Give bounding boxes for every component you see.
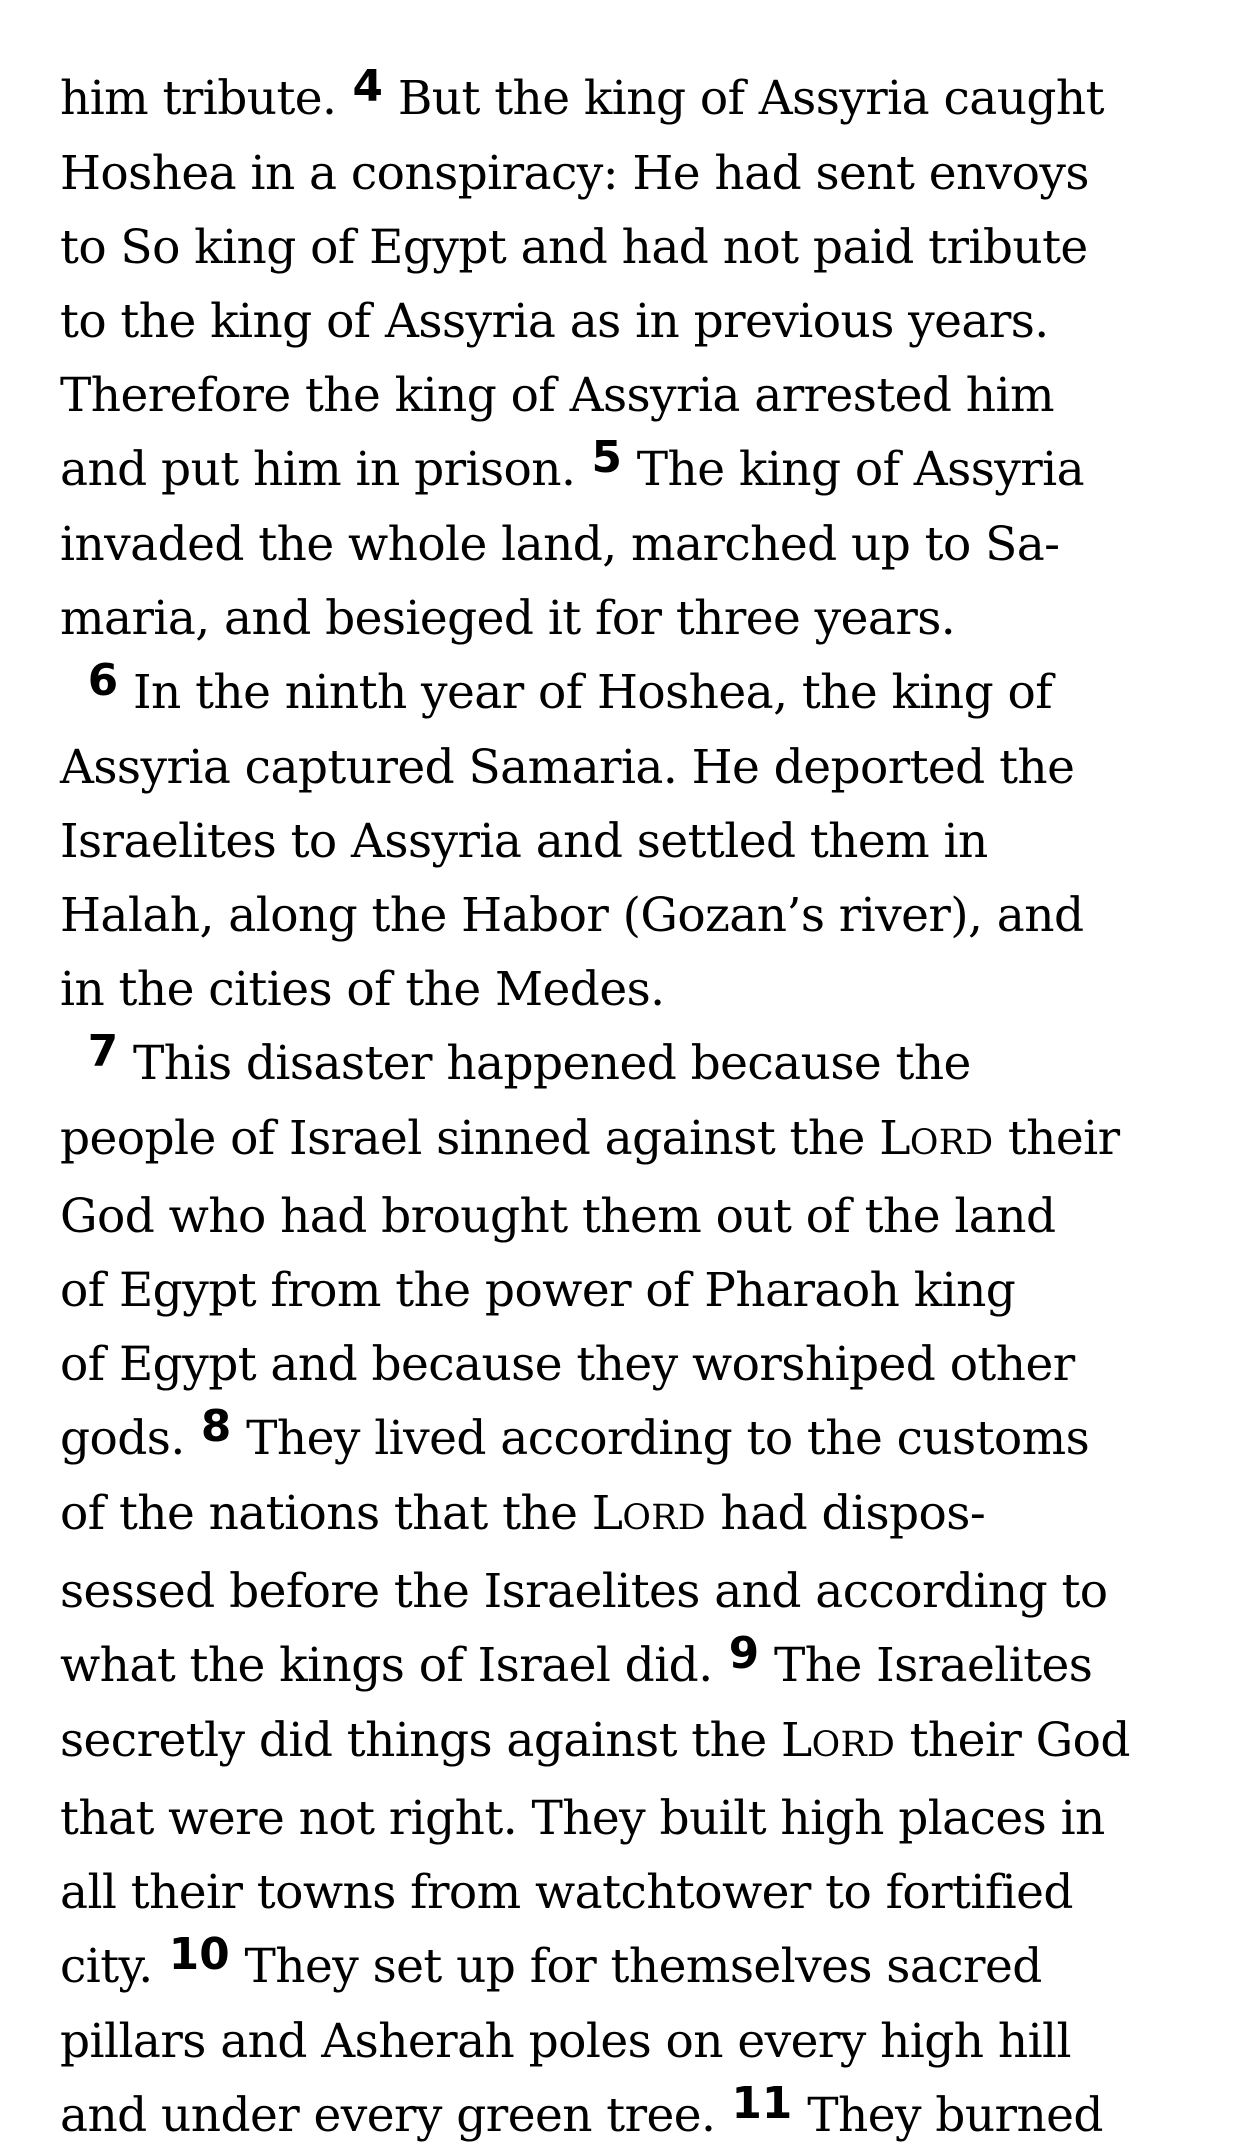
text-line <box>60 508 1212 582</box>
text-line <box>60 433 1212 508</box>
text-line <box>60 879 1212 953</box>
divine-name-smallcaps <box>781 1713 895 1768</box>
body-text: They burned <box>807 2088 1103 2143</box>
text-line <box>60 2005 1212 2079</box>
verse-number: 4 <box>352 60 383 112</box>
paragraph <box>60 656 1212 1027</box>
text-line <box>60 137 1212 211</box>
body-text: to the king of Assyria as in previous years. <box>60 294 1049 349</box>
text-line <box>60 1102 1212 1180</box>
body-text: The Israelites <box>773 1638 1093 1693</box>
body-text: what the kings of Israel did. <box>60 1638 727 1693</box>
text-line <box>60 1629 1212 1704</box>
text-line <box>60 285 1212 359</box>
text-line <box>60 731 1212 805</box>
body-text: all their towns from watchtower to fortified <box>60 1865 1073 1920</box>
text-line <box>60 1402 1212 1477</box>
verse-number: 9 <box>728 1627 760 1679</box>
body-text: They lived according to the customs <box>246 1411 1090 1466</box>
text-line <box>60 1930 1212 2005</box>
body-text: pillars and Asherah poles on every high hill <box>60 2014 1071 2069</box>
body-text: to So king of Egypt and had not paid tribute <box>60 220 1088 275</box>
divine-name-initial: L <box>591 1486 623 1541</box>
text-line <box>60 1782 1212 1856</box>
text-line <box>60 805 1212 879</box>
verse-number: 10 <box>168 1928 230 1980</box>
body-text: sessed before the Israelites and according to <box>60 1564 1108 1619</box>
body-text: their <box>993 1111 1120 1166</box>
text-line <box>60 656 1212 731</box>
divine-name-initial: L <box>780 1713 812 1768</box>
body-text: and under every green tree. <box>60 2088 730 2143</box>
body-text: in the cities of the Medes. <box>60 962 665 1017</box>
body-text: Assyria captured Samaria. He deported the <box>60 740 1075 795</box>
divine-name-rest: ORD <box>909 1123 994 1163</box>
body-text: maria, and besieged it for three years. <box>60 591 956 646</box>
body-text: had dispos- <box>706 1486 986 1541</box>
divine-name-rest: ORD <box>811 1725 896 1765</box>
body-text: Hoshea in a conspiracy: He had sent envoys <box>60 146 1089 201</box>
body-text: In the ninth year of Hoshea, the king of <box>133 665 1053 720</box>
text-line <box>60 1027 1212 1102</box>
body-text: their God <box>895 1713 1130 1768</box>
body-text: Israelites to Assyria and settled them in <box>60 814 988 869</box>
body-text: secretly did things against the <box>60 1713 781 1768</box>
body-text: of the nations that the <box>60 1486 592 1541</box>
text-line <box>60 953 1212 1027</box>
text-line <box>60 1555 1212 1629</box>
verse-number: 8 <box>200 1400 232 1452</box>
text-line <box>60 62 1212 137</box>
divine-name-initial: L <box>879 1111 910 1166</box>
verse-number: 11 <box>731 2077 793 2129</box>
body-text: that were not right. They built high places in <box>60 1791 1105 1846</box>
body-text: and put him in prison. <box>60 442 590 497</box>
body-text: of Egypt from the power of Pharaoh king <box>60 1263 1016 1318</box>
body-text: But the king of Assyria caught <box>397 71 1104 126</box>
body-text: This disaster happened because the <box>133 1036 971 1091</box>
text-line <box>60 1254 1212 1328</box>
body-text: him tribute. <box>60 71 351 126</box>
text-line <box>60 582 1212 656</box>
divine-name-rest: ORD <box>622 1498 707 1538</box>
text-line <box>60 359 1212 433</box>
body-text: gods. <box>60 1411 200 1466</box>
body-text: of Egypt and because they worshiped other <box>60 1337 1075 1392</box>
body-text: city. <box>60 1939 168 1994</box>
divine-name-smallcaps <box>592 1486 706 1541</box>
divine-name-smallcaps <box>879 1111 993 1166</box>
body-text: They set up for themselves sacred <box>244 1939 1042 1994</box>
body-text: Therefore the king of Assyria arrested him <box>60 368 1054 423</box>
body-text: people of Israel sinned against the <box>60 1111 880 1166</box>
body-text: invaded the whole land, marched up to Sa- <box>60 517 1060 572</box>
text-line <box>60 1477 1212 1555</box>
paragraph <box>60 1027 1212 2154</box>
verse-number: 6 <box>87 654 119 706</box>
text-line <box>60 1856 1212 1930</box>
body-text: The king of Assyria <box>636 442 1085 497</box>
text-line <box>60 1180 1212 1254</box>
verse-number: 7 <box>87 1025 119 1077</box>
text-line <box>60 2079 1212 2154</box>
text-line <box>60 211 1212 285</box>
body-text: Halah, along the Habor (Gozan’s river), and <box>60 888 1084 943</box>
text-line <box>60 1704 1212 1782</box>
verse-number: 5 <box>591 431 622 483</box>
body-text: God who had brought them out of the land <box>60 1189 1056 1244</box>
text-line <box>60 1328 1212 1402</box>
paragraph <box>60 62 1212 656</box>
